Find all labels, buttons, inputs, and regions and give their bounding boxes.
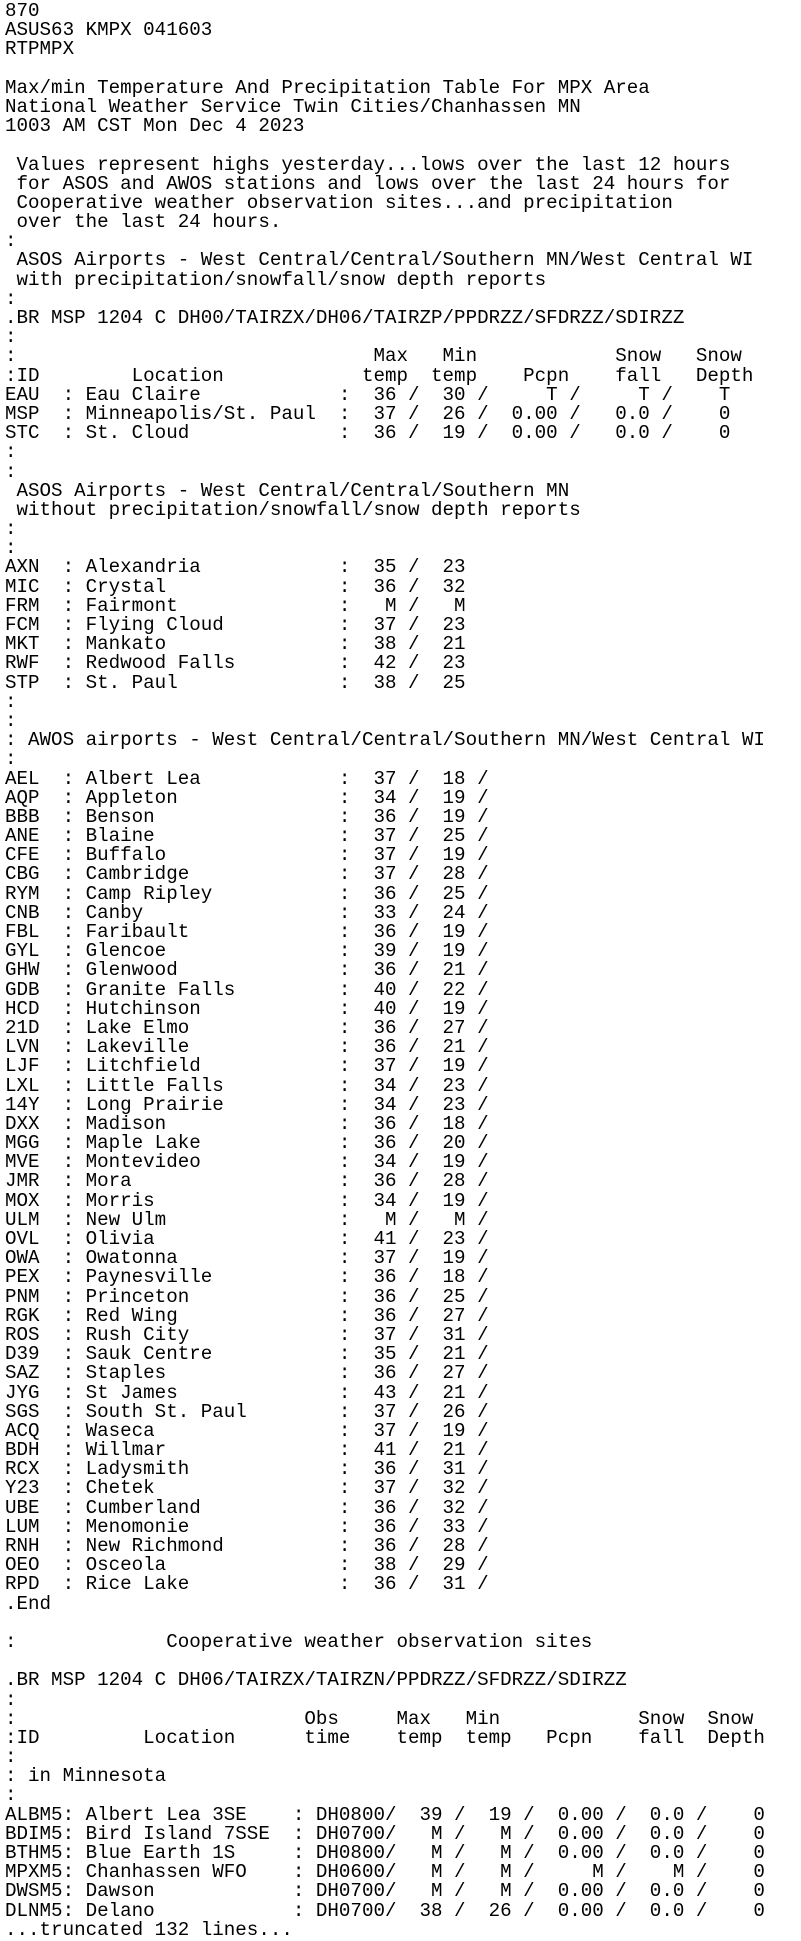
report-line: RGK : Red Wing : 36 / 27 /: [5, 1304, 489, 1327]
report-line: MOX : Morris : 34 / 19 /: [5, 1189, 489, 1212]
report-line: 1003 AM CST Mon Dec 4 2023: [5, 115, 305, 138]
report-line: ULM : New Ulm : M / M /: [5, 1208, 489, 1231]
report-line: OVL : Olivia : 41 / 23 /: [5, 1228, 489, 1250]
report-line: HCD : Hutchinson : 40 / 19 /: [5, 997, 489, 1020]
report-line: MSP : Minneapolis/St. Paul : 37 / 26 / 0.00 / 0.0 / 0: [5, 402, 731, 425]
report-line: RPD : Rice Lake : 36 / 31 /: [5, 1573, 489, 1596]
report-line: Max/min Temperature And Precipitation Table For MPX Area: [5, 76, 650, 99]
report-line: JYG : St James : 43 / 21 /: [5, 1381, 489, 1404]
report-line: :: [5, 1784, 17, 1807]
report-line: :: [5, 1746, 17, 1769]
report-line: BDH : Willmar : 41 / 21 /: [5, 1439, 489, 1462]
report-line: : AWOS airports - West Central/Central/Southern MN/West Central WI: [5, 729, 765, 752]
report-line: OWA : Owatonna : 37 / 19 /: [5, 1247, 489, 1270]
report-line: :: [5, 690, 17, 713]
report-line: :: [5, 326, 17, 349]
report-line: AEL : Albert Lea : 37 / 18 /: [5, 767, 489, 790]
report-line: RTPMPX: [5, 38, 75, 61]
report-line: GDB : Granite Falls : 40 / 22 /: [5, 978, 489, 1001]
report-line: DWSM5: Dawson : DH0700/ M / M / 0.00 / 0.0 / 0: [5, 1880, 765, 1903]
report-line: :: [5, 460, 17, 483]
report-line: over the last 24 hours.: [5, 211, 282, 234]
report-line: :ID Location temp temp Pcpn fall Depth: [5, 364, 754, 387]
report-line: DXX : Madison : 36 / 18 /: [5, 1112, 489, 1135]
report-line: LUM : Menomonie : 36 / 33 /: [5, 1515, 489, 1538]
report-line: LXL : Little Falls : 34 / 23 /: [5, 1074, 489, 1097]
report-line: ASOS Airports - West Central/Central/Southern MN: [5, 479, 570, 502]
report-line: : Max Min Snow Snow: [5, 345, 742, 368]
report-line: [5, 60, 801, 79]
report-line: 21D : Lake Elmo : 36 / 27 /: [5, 1016, 489, 1039]
report-line: LJF : Litchfield : 37 / 19 /: [5, 1055, 489, 1078]
report-line: :: [5, 748, 17, 771]
truncated-note: ...truncated 132 lines...: [5, 1918, 293, 1941]
report-line: CBG : Cambridge : 37 / 28 /: [5, 863, 489, 886]
report-line: UBE : Cumberland : 36 / 32 /: [5, 1496, 489, 1519]
report-line: MGG : Maple Lake : 36 / 20 /: [5, 1132, 489, 1155]
report-line: GYL : Glencoe : 39 / 19 /: [5, 940, 489, 963]
report-line: RCX : Ladysmith : 36 / 31 /: [5, 1458, 489, 1481]
report-line: PEX : Paynesville : 36 / 18 /: [5, 1266, 489, 1289]
report-line: ASOS Airports - West Central/Central/Southern MN/West Central WI: [5, 249, 754, 272]
report-line: FCM : Flying Cloud : 37 / 23: [5, 614, 466, 636]
report-line: SGS : South St. Paul : 37 / 26 /: [5, 1400, 489, 1423]
report-line: : Obs Max Min Snow Snow: [5, 1707, 754, 1730]
report-line: RWF : Redwood Falls : 42 / 23: [5, 652, 466, 675]
report-line: : in Minnesota: [5, 1765, 167, 1788]
report-line: MPXM5: Chanhassen WFO : DH0600/ M / M / M / M / 0: [5, 1861, 765, 1884]
report-line: RYM : Camp Ripley : 36 / 25 /: [5, 882, 489, 905]
report-line: 14Y : Long Prairie : 34 / 23 /: [5, 1093, 489, 1116]
report-line: BDIM5: Bird Island 7SSE : DH0700/ M / M / 0.00 / 0.0 / 0: [5, 1822, 765, 1845]
report-line: STP : St. Paul : 38 / 25: [5, 671, 466, 694]
report-line: with precipitation/snowfall/snow depth reports: [5, 268, 547, 291]
report-line: ACQ : Waseca : 37 / 19 /: [5, 1419, 489, 1442]
report-line: :ID Location time temp temp Pcpn fall Depth: [5, 1726, 765, 1749]
report-line: National Weather Service Twin Cities/Chanhassen MN: [5, 95, 581, 118]
report-line: :: [5, 518, 17, 541]
report-line: :: [5, 709, 17, 732]
report-line: ROS : Rush City : 37 / 31 /: [5, 1323, 489, 1346]
report-line: LVN : Lakeville : 36 / 21 /: [5, 1036, 489, 1059]
report-line: ANE : Blaine : 37 / 25 /: [5, 825, 489, 848]
report-line: ALBM5: Albert Lea 3SE : DH0800/ 39 / 19 / 0.00 / 0.0 / 0: [5, 1803, 765, 1826]
report-line: MIC : Crystal : 36 / 32: [5, 575, 466, 598]
report-line: MVE : Montevideo : 34 / 19 /: [5, 1151, 489, 1174]
report-line: 870: [5, 0, 40, 22]
report-line: FBL : Faribault : 36 / 19 /: [5, 921, 489, 943]
report-line: Y23 : Chetek : 37 / 32 /: [5, 1477, 489, 1500]
report-line: :: [5, 230, 17, 253]
report-line: GHW : Glenwood : 36 / 21 /: [5, 959, 489, 982]
report-line: :: [5, 287, 17, 310]
report-line: [5, 136, 801, 155]
report-line: CNB : Canby : 33 / 24 /: [5, 901, 489, 924]
report-line: BTHM5: Blue Earth 1S : DH0800/ M / M / 0.00 / 0.0 / 0: [5, 1842, 765, 1864]
report-line: OEO : Osceola : 38 / 29 /: [5, 1554, 489, 1577]
report-line: JMR : Mora : 36 / 28 /: [5, 1170, 489, 1193]
report-line: :: [5, 537, 17, 560]
report-line: for ASOS and AWOS stations and lows over the last 24 hours for: [5, 172, 731, 195]
report-line: EAU : Eau Claire : 36 / 30 / T / T / T: [5, 383, 731, 406]
report-line: AQP : Appleton : 34 / 19 /: [5, 786, 489, 809]
report-line: BBB : Benson : 36 / 19 /: [5, 805, 489, 828]
report-line: ASUS63 KMPX 041603: [5, 19, 213, 42]
report-line: .BR MSP 1204 C DH06/TAIRZX/TAIRZN/PPDRZZ/SFDRZZ/SDIRZZ: [5, 1669, 627, 1692]
report-line: RNH : New Richmond : 36 / 28 /: [5, 1535, 489, 1557]
report-line: without precipitation/snowfall/snow depth reports: [5, 498, 581, 521]
report-line: Values represent highs yesterday...lows over the last 12 hours: [5, 153, 731, 176]
report-line: CFE : Buffalo : 37 / 19 /: [5, 844, 489, 867]
report-line: SAZ : Staples : 36 / 27 /: [5, 1362, 489, 1385]
report-line: STC : St. Cloud : 36 / 19 / 0.00 / 0.0 / 0: [5, 422, 731, 445]
report-line: AXN : Alexandria : 35 / 23: [5, 556, 466, 579]
report-line: MKT : Mankato : 38 / 21: [5, 633, 466, 656]
report-line: D39 : Sauk Centre : 35 / 21 /: [5, 1343, 489, 1366]
report-line: :: [5, 441, 17, 464]
report-line: PNM : Princeton : 36 / 25 /: [5, 1285, 489, 1308]
report-line: : Cooperative weather observation sites: [5, 1630, 593, 1653]
report-line: DLNM5: Delano : DH0700/ 38 / 26 / 0.00 / 0.0 / 0: [5, 1899, 765, 1922]
report-line: .End: [5, 1592, 52, 1615]
report-line: Cooperative weather observation sites...and precipitation: [5, 191, 673, 214]
report-line: .BR MSP 1204 C DH00/TAIRZX/DH06/TAIRZP/PPDRZZ/SFDRZZ/SDIRZZ: [5, 307, 685, 329]
report-line: FRM : Fairmont : M / M: [5, 594, 466, 617]
report-line: :: [5, 1688, 17, 1711]
